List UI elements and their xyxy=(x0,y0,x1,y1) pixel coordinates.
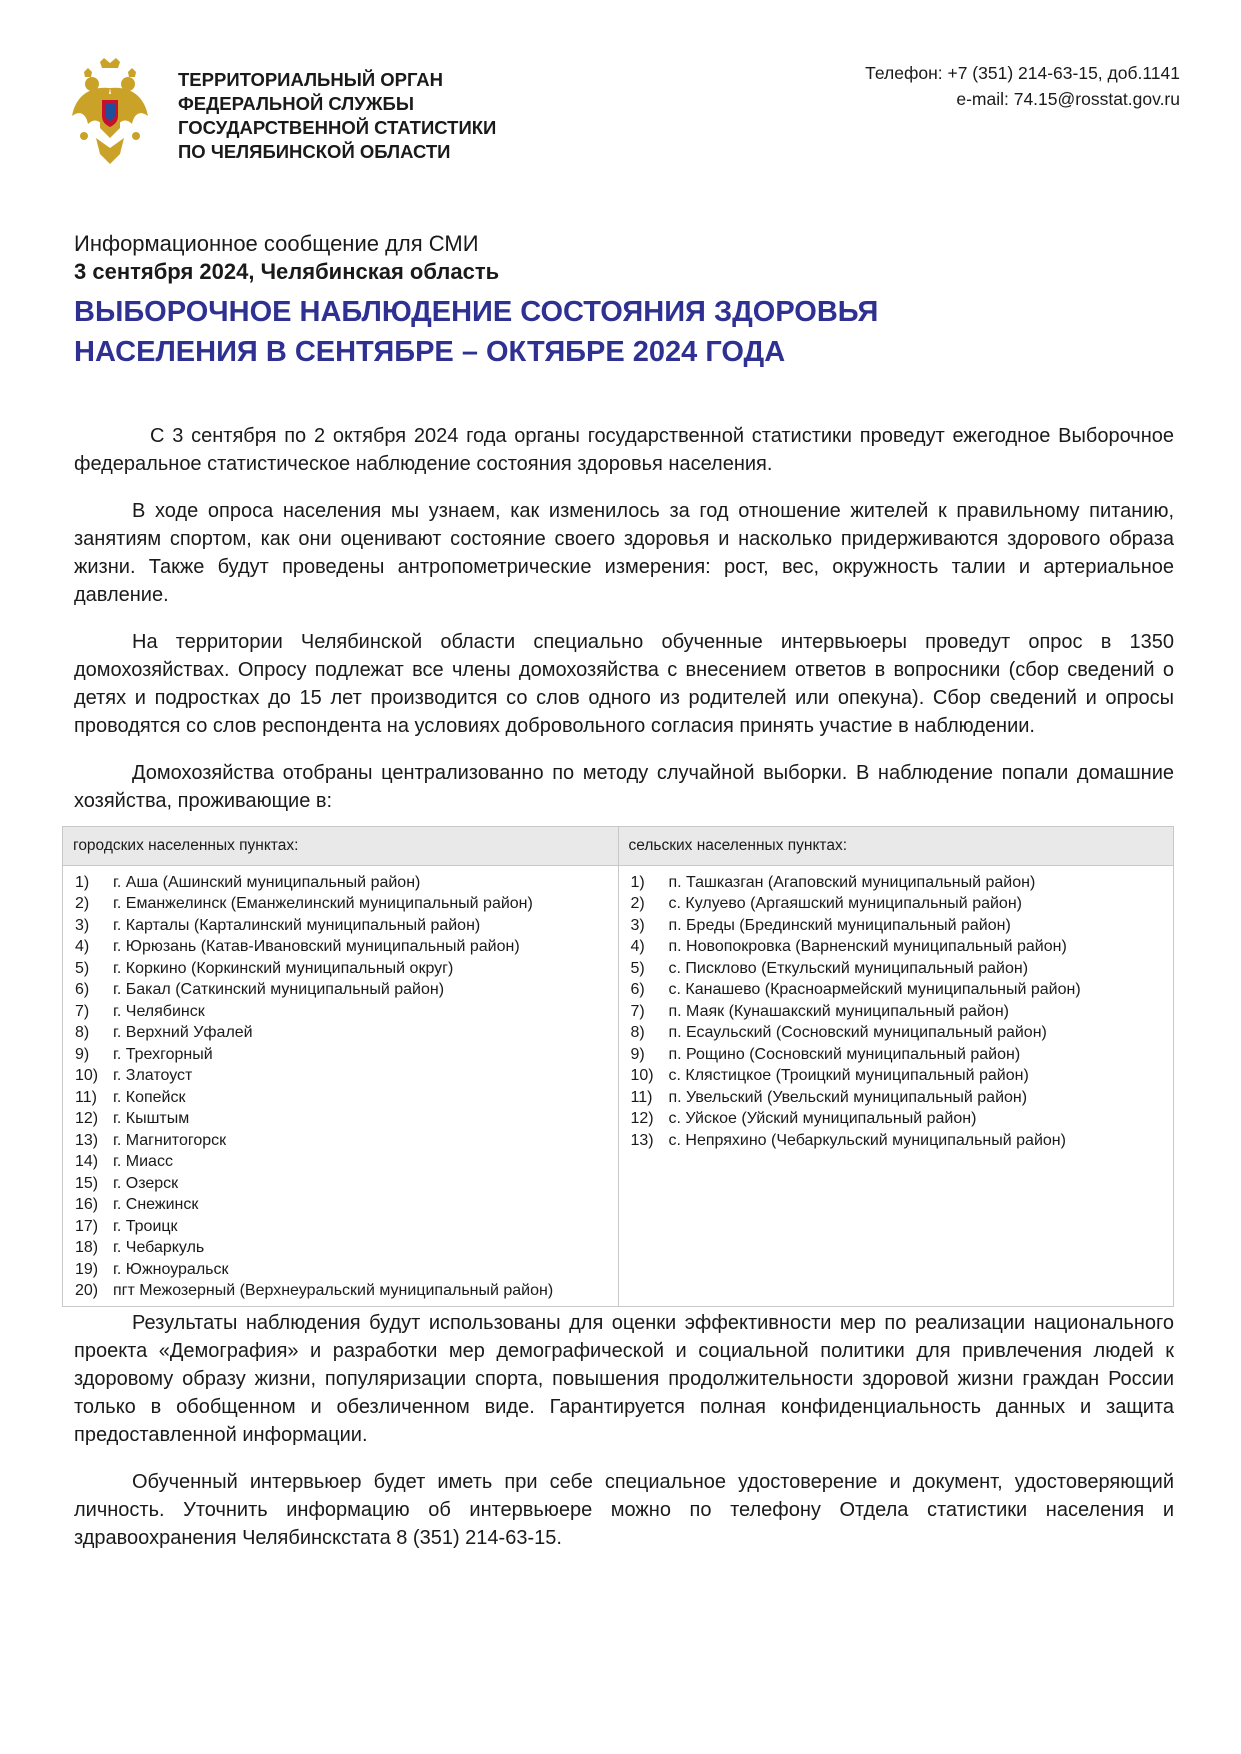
eagle-emblem-icon xyxy=(70,58,150,168)
list-item-number: 6) xyxy=(75,981,90,998)
list-item-text: с. Уйское (Уйский муниципальный район) xyxy=(668,1110,977,1127)
list-item-text: г. Кыштым xyxy=(113,1110,190,1127)
list-item xyxy=(75,936,610,958)
list-item xyxy=(631,936,1166,958)
settlements-table xyxy=(62,826,1174,1307)
list-item-text: п. Новопокровка (Варненский муниципальный район) xyxy=(668,938,1067,955)
list-item xyxy=(75,979,610,1001)
list-item xyxy=(75,893,610,915)
list-item xyxy=(75,1001,610,1023)
list-item-number: 17) xyxy=(75,1217,99,1235)
list-item-text: г. Верхний Уфалей xyxy=(113,1024,253,1041)
list-item-number: 12) xyxy=(630,1110,654,1127)
list-item-number: 3) xyxy=(630,916,645,934)
org-line: ПО ЧЕЛЯБИНСКОЙ ОБЛАСТИ xyxy=(178,141,451,162)
list-item-text: с. Кулуево (Аргаяшский муниципальный район) xyxy=(668,895,1022,912)
list-item-number: 7) xyxy=(630,1002,645,1020)
rural-list xyxy=(631,872,1166,1152)
list-item-number: 5) xyxy=(75,959,90,977)
list-item-number: 6) xyxy=(630,981,645,998)
list-item xyxy=(75,1044,610,1066)
paragraph: Результаты наблюдения будут использованы для оценки эффективности мер по реализации национального проекта «Демография» и разработки мер демографической и социальной политики для привлечения людей к здоровому образу жизни, популяризации спорта, повышения продолжительности здоровой жизни граждан России только в обобщенном и обезличенном виде. Гарантируется полная конфиденциальность данных и защита предоставленной информации. xyxy=(74,1311,1174,1446)
list-item-text: с. Канашево (Красноармейский муниципальный район) xyxy=(668,981,1081,998)
title-line: ВЫБОРОЧНОЕ НАБЛЮДЕНИЕ СОСТОЯНИЯ ЗДОРОВЬЯ xyxy=(74,296,879,328)
list-item-text: г. Чебаркуль xyxy=(113,1239,205,1256)
list-item xyxy=(75,915,610,937)
list-item-text: г. Копейск xyxy=(113,1088,186,1106)
list-item xyxy=(75,1194,610,1216)
list-item-number: 4) xyxy=(630,938,645,955)
list-item-text: г. Карталы (Карталинский муниципальный район) xyxy=(113,916,481,934)
release-body xyxy=(74,422,1174,1571)
list-item-text: г. Трехгорный xyxy=(113,1045,213,1063)
list-item-number: 20) xyxy=(75,1282,99,1299)
list-item-number: 10) xyxy=(630,1067,654,1084)
organization-name xyxy=(178,68,496,164)
list-item-text: п. Увельский (Увельский муниципальный район) xyxy=(668,1088,1028,1106)
list-item-number: 9) xyxy=(630,1045,645,1063)
list-item xyxy=(75,1280,610,1302)
list-item-number: 19) xyxy=(75,1260,99,1278)
list-item xyxy=(75,1130,610,1152)
list-item xyxy=(75,1237,610,1259)
list-item xyxy=(75,1259,610,1281)
phone-number: Телефон: +7 (351) 214-63-15, доб.1141 xyxy=(865,63,1180,83)
list-item-number: 7) xyxy=(75,1002,90,1020)
paragraph: На территории Челябинской области специально обученные интервьюеры проведут опрос в 1350 домохозяйствах. Опросу подлежат все члены домохозяйства с внесением ответов в вопросники (сбор сведений о детях и подростках до 15 лет производится со слов одного из родителей или опекуна). Сбор сведений и опросы проводятся со слов респондента на условиях добровольного согласия принять участие в наблюдении. xyxy=(74,631,1174,737)
list-item-number: 2) xyxy=(75,895,90,912)
list-item-number: 15) xyxy=(75,1174,99,1192)
list-item xyxy=(631,958,1166,980)
list-item xyxy=(75,1216,610,1238)
list-item xyxy=(75,1022,610,1044)
list-item-text: с. Непряхино (Чебаркульский муниципальный район) xyxy=(668,1131,1066,1149)
list-item-number: 13) xyxy=(75,1131,99,1149)
list-item-text: п. Бреды (Брединский муниципальный район) xyxy=(668,916,1011,934)
org-line: ГОСУДАРСТВЕННОЙ СТАТИСТИКИ xyxy=(178,117,497,138)
list-item-text: г. Южноуральск xyxy=(113,1260,229,1278)
urban-header: городских населенных пунктах: xyxy=(63,827,619,866)
paragraph: В ходе опроса населения мы узнаем, как изменилось за год отношение жителей к правильному питанию, занятиям спортом, как они оценивают состояние своего здоровья и насколько придерживаются здорового образа жизни. Также будут проведены антропометрические измерения: рост, вес, окружность талии и артериальное давление. xyxy=(74,500,1174,606)
closing-section xyxy=(74,1309,1174,1552)
list-item-number: 1) xyxy=(630,873,645,891)
list-item-number: 9) xyxy=(75,1045,90,1063)
list-item-text: п. Ташказган (Агаповский муниципальный район) xyxy=(668,873,1036,891)
list-item-number: 8) xyxy=(75,1024,90,1041)
list-item-text: пгт Межозерный (Верхнеуральский муниципальный район) xyxy=(113,1282,554,1299)
list-item-number: 10) xyxy=(75,1067,99,1084)
list-item-number: 5) xyxy=(630,959,645,977)
list-item xyxy=(631,1108,1166,1130)
list-item-text: г. Юрюзань (Катав-Ивановский муниципальный район) xyxy=(113,938,520,955)
list-item xyxy=(75,872,610,894)
org-line: ТЕРРИТОРИАЛЬНЫЙ ОРГАН xyxy=(178,69,444,90)
list-item-text: п. Есаульский (Сосновский муниципальный район) xyxy=(668,1024,1047,1041)
list-item-text: г. Озерск xyxy=(113,1174,179,1192)
list-item-number: 1) xyxy=(75,873,90,891)
list-item-text: г. Магнитогорск xyxy=(113,1131,227,1149)
list-item-number: 4) xyxy=(75,938,90,955)
email-address[interactable]: e-mail: 74.15@rosstat.gov.ru xyxy=(956,89,1180,109)
list-item-text: с. Писклово (Еткульский муниципальный район) xyxy=(668,959,1029,977)
list-item xyxy=(631,872,1166,894)
org-line: ФЕДЕРАЛЬНОЙ СЛУЖБЫ xyxy=(178,93,414,114)
list-item xyxy=(631,1022,1166,1044)
list-item-text: г. Челябинск xyxy=(113,1002,205,1020)
list-item-number: 12) xyxy=(75,1110,99,1127)
list-item-text: г. Коркино (Коркинский муниципальный округ) xyxy=(113,959,454,977)
list-item-text: г. Миасс xyxy=(113,1153,173,1170)
list-item-number: 18) xyxy=(75,1239,99,1256)
release-title xyxy=(74,292,1174,372)
list-item xyxy=(75,1151,610,1173)
list-item-number: 14) xyxy=(75,1153,99,1170)
list-item-text: г. Троицк xyxy=(113,1217,178,1235)
table-row xyxy=(63,865,1174,1306)
paragraph: С 3 сентября по 2 октября 2024 года органы государственной статистики проведут ежегодное Выборочное федеральное статистическое наблюдение состояния здоровья населения. xyxy=(74,425,1174,475)
urban-list xyxy=(75,872,610,1302)
release-date: 3 сентября 2024, Челябинская область xyxy=(74,259,500,284)
list-item-number: 2) xyxy=(630,895,645,912)
release-type: Информационное сообщение для СМИ xyxy=(74,231,479,256)
list-item xyxy=(631,1087,1166,1109)
list-item-number: 11) xyxy=(75,1088,97,1106)
title-line: НАСЕЛЕНИЯ В СЕНТЯБРЕ – ОКТЯБРЕ 2024 ГОДА xyxy=(74,336,786,368)
urban-cell xyxy=(63,865,619,1306)
list-item-text: г. Снежинск xyxy=(113,1196,199,1213)
list-item xyxy=(631,1130,1166,1152)
rural-header: сельских населенных пунктах: xyxy=(618,827,1174,866)
list-item-number: 8) xyxy=(630,1024,645,1041)
list-item xyxy=(631,915,1166,937)
list-item-number: 11) xyxy=(630,1088,653,1106)
list-item xyxy=(631,1065,1166,1087)
list-item-text: п. Рощино (Сосновский муниципальный район) xyxy=(668,1045,1021,1063)
list-item xyxy=(631,979,1166,1001)
list-item xyxy=(75,1087,610,1109)
contact-info xyxy=(865,60,1180,112)
list-item-text: п. Маяк (Кунашакский муниципальный район) xyxy=(668,1002,1009,1020)
list-item-number: 16) xyxy=(75,1196,99,1213)
list-item-number: 3) xyxy=(75,916,90,934)
list-item xyxy=(631,1001,1166,1023)
list-item-text: г. Бакал (Саткинский муниципальный район) xyxy=(113,981,445,998)
list-item-number: 13) xyxy=(630,1131,654,1149)
list-item-text: г. Златоуст xyxy=(113,1067,193,1084)
list-item xyxy=(631,893,1166,915)
letterhead xyxy=(70,58,1180,178)
list-item xyxy=(631,1044,1166,1066)
list-item-text: г. Аша (Ашинский муниципальный район) xyxy=(113,873,421,891)
paragraph: Обученный интервьюер будет иметь при себе специальное удостоверение и документ, удостоверяющий личность. Уточнить информацию об интервьюере можно по телефону Отдела статистики населения и здравоохранения Челябинскстата 8 (351) 214-63-15. xyxy=(74,1470,1174,1549)
paragraph: Домохозяйства отобраны централизованно по методу случайной выборки. В наблюдение попали домашние хозяйства, проживающие в: xyxy=(74,762,1174,812)
rural-cell xyxy=(618,865,1174,1306)
list-item-text: г. Еманжелинск (Еманжелинский муниципальный район) xyxy=(113,895,533,912)
list-item-text: с. Клястицкое (Троицкий муниципальный район) xyxy=(668,1067,1029,1084)
list-item xyxy=(75,1065,610,1087)
list-item xyxy=(75,1108,610,1130)
list-item xyxy=(75,958,610,980)
press-release-intro xyxy=(74,230,1174,372)
table-header-row xyxy=(63,827,1174,866)
list-item xyxy=(75,1173,610,1195)
